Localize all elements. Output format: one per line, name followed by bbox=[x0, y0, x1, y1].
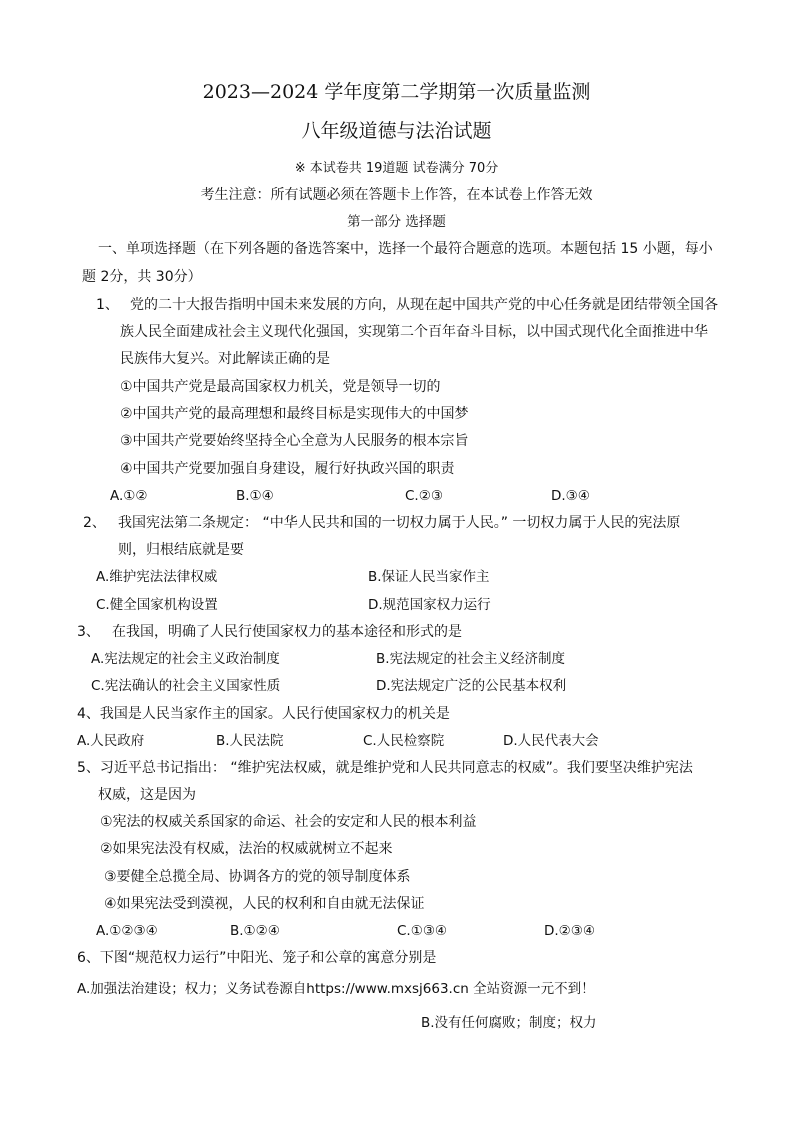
q1-stem-line2: 族人民全面建成社会主义现代化强国，实现第二个百年奋斗目标，以中国式现代化全面推进中华 bbox=[120, 324, 708, 340]
q3-option-a[interactable]: A.宪法规定的社会主义政治制度 bbox=[91, 651, 280, 667]
q3-option-c[interactable]: C.宪法确认的社会主义国家性质 bbox=[91, 678, 281, 694]
section-intro-line2: 题 2分，共 30分） bbox=[82, 269, 202, 285]
q5-item-2: ②如果宪法没有权威，法治的权威就树立不起来 bbox=[100, 841, 393, 857]
q4-option-a[interactable]: A.人民政府 bbox=[77, 733, 145, 749]
section-intro-line1: 一、单项选择题（在下列各题的备选答案中，选择一个最符合题意的选项。本题包括 15 小题，每小 bbox=[98, 241, 713, 257]
q5-option-c[interactable]: C.①③④ bbox=[397, 923, 448, 939]
q3-number: 3、 bbox=[77, 624, 100, 640]
q4-option-d[interactable]: D.人民代表大会 bbox=[503, 733, 599, 749]
q6-option-b[interactable]: B.没有任何腐败；制度；权力 bbox=[421, 1015, 597, 1031]
q4-option-b[interactable]: B.人民法院 bbox=[216, 733, 284, 749]
q1-option-c[interactable]: C.②③ bbox=[405, 488, 443, 504]
exam-notice: 考生注意：所有试题必须在答题卡上作答，在本试卷上作答无效 bbox=[200, 187, 593, 203]
q1-item-3: ③中国共产党要始终坚持全心全意为人民服务的根本宗旨 bbox=[120, 433, 469, 449]
q4-stem: 4、我国是人民当家作主的国家。人民行使国家权力的机关是 bbox=[77, 706, 450, 722]
q5-option-a[interactable]: A.①②③④ bbox=[96, 923, 158, 939]
q3-option-b[interactable]: B.宪法规定的社会主义经济制度 bbox=[376, 651, 566, 667]
q2-option-a[interactable]: A.维护宪法法律权威 bbox=[96, 569, 218, 585]
q1-number: 1、 bbox=[96, 297, 119, 313]
q5-item-3: ③要健全总揽全局、协调各方的党的领导制度体系 bbox=[104, 869, 411, 885]
q2-option-c[interactable]: C.健全国家机构设置 bbox=[96, 597, 218, 613]
q5-item-4: ④如果宪法受到漠视，人民的权利和自由就无法保证 bbox=[104, 896, 425, 912]
q1-option-b[interactable]: B.①④ bbox=[236, 488, 274, 504]
q2-stem-line1: 我国宪法第二条规定： “中华人民共和国的一切权力属于人民。” 一切权力属于人民的宪法原 bbox=[118, 515, 681, 531]
q1-item-1: ①中国共产党是最高国家权力机关，党是领导一切的 bbox=[120, 379, 441, 395]
exam-info: ※ 本试卷共 19道题 试卷满分 70分 bbox=[294, 161, 499, 176]
q5-stem-line2: 权威，这是因为 bbox=[98, 787, 196, 803]
exam-title: 2023—2024 学年度第二学期第一次质量监测 bbox=[202, 81, 591, 103]
q5-item-1: ①宪法的权威关系国家的命运、社会的安定和人民的根本利益 bbox=[100, 814, 477, 830]
q1-item-4: ④中国共产党要加强自身建设，履行好执政兴国的职责 bbox=[120, 461, 455, 477]
q4-option-c[interactable]: C.人民检察院 bbox=[363, 733, 445, 749]
q6-option-a[interactable]: A.加强法治建设；权力；义务试卷源自https://www.mxsj663.cn 全站资源一元不到！ bbox=[77, 981, 595, 997]
q1-stem-line3: 民族伟大复兴。对此解读正确的是 bbox=[120, 351, 330, 367]
q2-option-d[interactable]: D.规范国家权力运行 bbox=[368, 597, 491, 613]
q3-option-d[interactable]: D.宪法规定广泛的公民基本权利 bbox=[376, 678, 567, 694]
q1-option-d[interactable]: D.③④ bbox=[551, 488, 590, 504]
q5-stem-line1: 5、习近平总书记指出： “维护宪法权威，就是维护党和人民共同意志的权威”。我们要坚决维护宪法 bbox=[77, 760, 693, 776]
q3-stem: 在我国，明确了人民行使国家权力的基本途径和形式的是 bbox=[112, 624, 462, 640]
q5-option-d[interactable]: D.②③④ bbox=[544, 923, 595, 939]
q1-item-2: ②中国共产党的最高理想和最终目标是实现伟大的中国梦 bbox=[120, 406, 469, 422]
q2-number: 2、 bbox=[83, 515, 106, 531]
part-heading: 第一部分 选择题 bbox=[347, 214, 446, 230]
q1-option-a[interactable]: A.①② bbox=[110, 488, 148, 504]
q6-stem: 6、下图“规范权力运行”中阳光、笼子和公章的寓意分别是 bbox=[77, 950, 437, 966]
q1-stem-line1: 党的二十大报告指明中国未来发展的方向，从现在起中国共产党的中心任务就是团结带领全国各 bbox=[130, 297, 718, 313]
exam-subtitle: 八年级道德与法治试题 bbox=[301, 120, 492, 142]
q5-option-b[interactable]: B.①②④ bbox=[230, 923, 280, 939]
q2-option-b[interactable]: B.保证人民当家作主 bbox=[368, 569, 490, 585]
q2-stem-line2: 则，归根结底就是要 bbox=[118, 542, 244, 558]
